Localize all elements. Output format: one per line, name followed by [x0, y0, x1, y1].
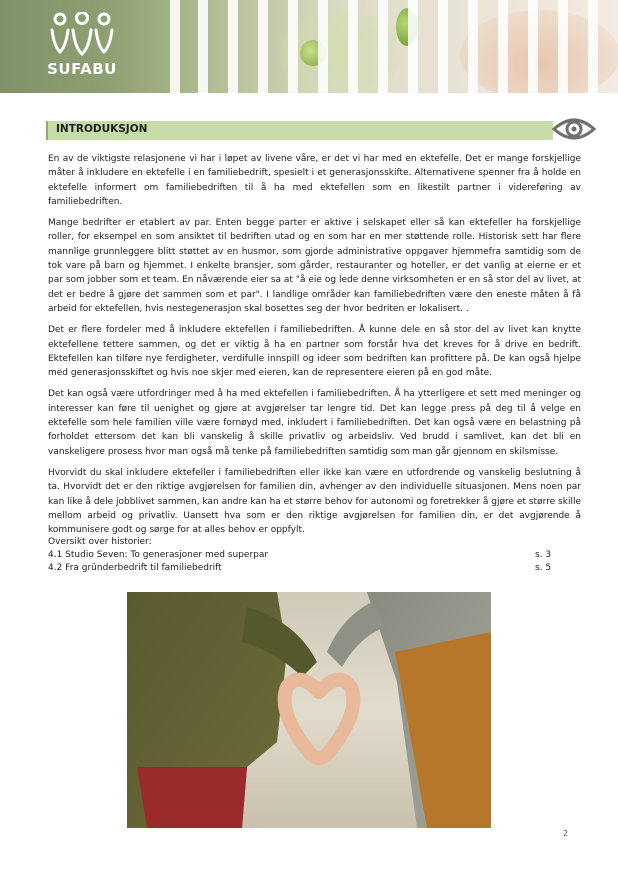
sufabu-logo: [46, 12, 118, 82]
page-number: 2: [563, 829, 569, 838]
toc-item[interactable]: [48, 549, 581, 562]
header-banner: [0, 0, 618, 93]
banner-stripe: [348, 0, 358, 93]
paragraph: Det er flere fordeler med å inkludere ektefellen i familiebedriften. Å kunne dele en så stor del av livet kan knytte ektefellene tettere sammen, og det er viktig å ha en partner som forstår hva det kreves for å drive en bedrift. Ektefellen kan tilføre nye ferdigheter, verdifulle innspill og ideer som bedriften kan profittere på. De kan også hjelpe med generasjonsskiftet og hvis noe skjer med eieren, kan de representere eieren på en god måte.: [48, 325, 581, 379]
section-heading-bar: [46, 121, 553, 140]
toc-item-page: s. 5: [535, 563, 552, 573]
toc-heading: Oversikt over historier:: [48, 537, 152, 547]
banner-stripe: [498, 0, 508, 93]
banner-stripe: [528, 0, 538, 93]
section-title: INTRODUKSJON: [56, 123, 148, 135]
logo-text: SUFABU: [47, 60, 117, 78]
paragraph: Det kan også være utfordringer med å ha med ektefellen i familiebedriften. Å ha ytterligere et sett med meninger og interesser kan føre til uenighet og gjøre at avgjørelser tar lengre tid. Det kan legge press på deg til å velge en ektefelle som hele familien ville være fornøyd med, inkludert i familiebedriften. Det kan også være en belastning på forholdet ettersom det kan bli vanskelig å skille privatliv og arbeidsliv. Ved brudd i samlivet, kan det bli en vanskeligere prosess hvor man også må tenke på familiebedriften samtidig som man går gjennom en skilsmisse.: [48, 389, 581, 457]
banner-stripe: [468, 0, 478, 93]
article-body: [48, 152, 581, 544]
toc-item-title[interactable]: 4.2 Fra gründerbedrift til familiebedrift: [48, 563, 222, 573]
banner-stripe: [438, 0, 448, 93]
banner-stripe: [288, 0, 298, 93]
paragraph: Mange bedrifter er etablert av par. Enten begge parter er aktive i selskapet eller så kan ektefeller ha forskjellige roller, for eksempel en som ansiktet til bedriften utad og en som har en mer støttende rolle. Historisk sett har flere mannlige grunnleggere blitt støttet av en husmor, som gjorde administrative oppgaver hjemmefra samtidig som de tok vare på barn og hjemmet. I enkelte bransjer, som gårder, restauranter og hoteller, er det vanlig at eierne er et par som jobber som et team. En nåværende eier sa at "å eie og lede denne virksomheten er en så stor del av livet, at det er bedre å gjøre det sammen som et par". I landlige områder kan familiebedriften være den eneste måten å få arbeid for ektefellen, hvis nestegenerasjon skal bosettes seg der hvor bedriten er lokalisert. .: [48, 218, 581, 314]
banner-stripe: [258, 0, 268, 93]
stories-overview: [48, 536, 581, 575]
paragraph: En av de viktigste relasjonene vi har i løpet av livene våre, er det vi har med en ektefelle. Det er mange forskjellige måter å inkludere en ektefelle i en familiebedrift, spesielt i et generasjonsskifte. Alternativene spenner fra å holde en ektefelle informert om familiebedriften til å ha med ektefellen som en likestilt partner i videreføring av familiebedriften.: [48, 154, 581, 207]
paragraph: Hvorvidt du skal inkludere ektefeller i familiebedriften eller ikke kan være en utfordrende og vanskelig beslutning å ta. Hvorvidt det er den riktige avgjørelsen for familien din, avhenger av den individuelle situasjonen. Mens noen par kan like å dele jobblivet sammen, kan andre kan ha et større behov for autonomi og foretrekker å gjøre et større skille mellom arbeid og privatliv. Uansett hva som er den riktige avgjørelsen for familien din, er det avgjørende å kommunisere godt og sørge for at alles behov er oppfylt.: [48, 467, 581, 536]
banner-stripe: [588, 0, 598, 93]
toc-item[interactable]: [48, 562, 581, 575]
banner-stripe: [170, 0, 180, 93]
eye-icon: [552, 114, 596, 144]
banner-stripe: [318, 0, 328, 93]
banner-stripe: [198, 0, 208, 93]
banner-stripe: [228, 0, 238, 93]
banner-stripe: [558, 0, 568, 93]
two-hands-forming-heart-photo: [127, 592, 491, 828]
banner-stripe: [378, 0, 388, 93]
people-group-icon: [46, 12, 118, 58]
toc-item-page: s. 3: [535, 550, 552, 560]
banner-stripe: [408, 0, 418, 93]
toc-item-title[interactable]: 4.1 Studio Seven: To generasjoner med superpar: [48, 550, 269, 560]
